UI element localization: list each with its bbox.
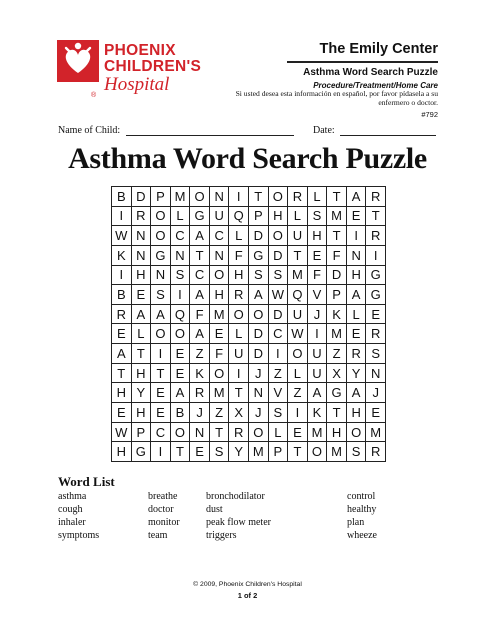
grid-cell[interactable]: L (132, 324, 152, 344)
grid-cell[interactable]: H (112, 383, 132, 403)
document-number: #792 (421, 110, 438, 119)
grid-cell[interactable]: O (229, 305, 249, 325)
word-list-item: symptoms (58, 530, 100, 541)
grid-cell[interactable]: K (112, 246, 132, 266)
grid-cell[interactable]: U (308, 344, 328, 364)
grid-cell[interactable]: G (190, 207, 210, 227)
grid-cell[interactable]: E (210, 324, 230, 344)
grid-cell[interactable]: N (210, 187, 230, 207)
grid-cell[interactable]: N (132, 226, 152, 246)
grid-cell[interactable]: G (366, 266, 386, 286)
grid-cell[interactable]: C (269, 324, 289, 344)
grid-cell[interactable]: C (151, 423, 171, 443)
grid-cell[interactable]: A (347, 383, 367, 403)
grid-cell[interactable]: H (347, 266, 367, 286)
grid-cell[interactable]: V (308, 285, 328, 305)
grid-cell[interactable]: R (366, 187, 386, 207)
grid-cell[interactable]: E (112, 403, 132, 423)
grid-cell[interactable]: D (132, 187, 152, 207)
grid-cell[interactable]: Z (288, 383, 308, 403)
grid-cell[interactable]: S (347, 442, 367, 462)
grid-cell[interactable]: X (229, 403, 249, 423)
grid-cell[interactable]: T (210, 423, 230, 443)
grid-cell[interactable]: W (112, 226, 132, 246)
date-field (313, 124, 436, 136)
word-list-item: inhaler (58, 517, 86, 528)
grid-cell[interactable]: U (288, 226, 308, 246)
grid-cell[interactable]: T (249, 187, 269, 207)
grid-cell[interactable]: T (151, 364, 171, 384)
header-divider (287, 61, 438, 63)
grid-cell[interactable]: D (249, 324, 269, 344)
word-list-item: monitor (148, 517, 180, 528)
grid-cell[interactable]: A (190, 226, 210, 246)
grid-cell[interactable]: O (151, 226, 171, 246)
grid-cell[interactable]: Y (347, 364, 367, 384)
grid-cell[interactable]: J (308, 305, 328, 325)
date-label: Date: (313, 125, 335, 136)
grid-cell[interactable]: E (347, 324, 367, 344)
grid-cell[interactable]: M (327, 324, 347, 344)
grid-cell[interactable]: R (112, 305, 132, 325)
grid-cell[interactable]: E (288, 423, 308, 443)
grid-cell[interactable]: E (190, 442, 210, 462)
grid-cell[interactable]: R (229, 423, 249, 443)
grid-cell[interactable]: E (171, 344, 191, 364)
grid-cell[interactable]: H (327, 423, 347, 443)
grid-cell[interactable]: I (112, 266, 132, 286)
grid-cell[interactable]: V (269, 383, 289, 403)
grid-cell[interactable]: O (210, 266, 230, 286)
grid-cell[interactable]: U (229, 344, 249, 364)
grid-cell[interactable]: E (151, 403, 171, 423)
footer-copyright: © 2009, Phoenix Children's Hospital (193, 581, 302, 588)
grid-cell[interactable]: B (112, 285, 132, 305)
grid-cell[interactable]: W (269, 285, 289, 305)
child-name-label: Name of Child: (58, 125, 121, 136)
grid-cell[interactable]: A (308, 383, 328, 403)
grid-cell[interactable]: U (308, 364, 328, 384)
grid-cell[interactable]: T (112, 364, 132, 384)
grid-cell[interactable]: B (171, 403, 191, 423)
grid-cell[interactable]: E (366, 305, 386, 325)
grid-cell[interactable]: M (249, 442, 269, 462)
logo-text-phoenix: PHOENIX (104, 42, 176, 59)
grid-cell[interactable]: I (308, 324, 328, 344)
grid-cell[interactable]: A (190, 324, 210, 344)
grid-cell[interactable]: M (366, 423, 386, 443)
grid-cell[interactable]: G (249, 246, 269, 266)
grid-cell[interactable]: O (151, 324, 171, 344)
grid-cell[interactable]: G (132, 442, 152, 462)
grid-cell[interactable]: P (269, 442, 289, 462)
grid-cell[interactable]: K (308, 403, 328, 423)
grid-cell[interactable]: A (112, 344, 132, 364)
grid-cell[interactable]: C (171, 226, 191, 246)
grid-cell[interactable]: E (347, 207, 367, 227)
grid-cell[interactable]: S (366, 344, 386, 364)
date-blank[interactable] (340, 124, 436, 136)
grid-cell[interactable]: D (249, 226, 269, 246)
word-list-item: plan (347, 517, 365, 528)
grid-cell[interactable]: R (347, 344, 367, 364)
grid-cell[interactable]: Q (229, 207, 249, 227)
grid-cell[interactable]: M (327, 207, 347, 227)
document-title: Asthma Word Search Puzzle (303, 67, 438, 78)
word-list-item: bronchodilator (206, 491, 265, 502)
registered-mark: ® (91, 92, 97, 99)
grid-cell[interactable]: F (210, 344, 230, 364)
grid-cell[interactable]: R (132, 207, 152, 227)
grid-cell[interactable]: G (327, 383, 347, 403)
grid-cell[interactable]: J (249, 403, 269, 423)
word-list-heading: Word List (58, 474, 115, 489)
grid-cell[interactable]: H (132, 266, 152, 286)
grid-cell[interactable]: Q (171, 305, 191, 325)
grid-cell[interactable]: M (308, 423, 328, 443)
grid-cell[interactable]: I (288, 403, 308, 423)
grid-cell[interactable]: D (269, 305, 289, 325)
grid-cell[interactable]: Z (190, 344, 210, 364)
grid-cell[interactable]: H (210, 285, 230, 305)
grid-cell[interactable]: A (249, 285, 269, 305)
grid-cell[interactable]: L (229, 226, 249, 246)
grid-cell[interactable]: A (151, 305, 171, 325)
grid-cell[interactable]: I (229, 187, 249, 207)
grid-cell[interactable]: L (288, 364, 308, 384)
grid-cell[interactable]: E (171, 364, 191, 384)
grid-cell[interactable]: A (171, 383, 191, 403)
grid-cell[interactable]: S (269, 266, 289, 286)
grid-cell[interactable]: M (171, 187, 191, 207)
grid-cell[interactable]: N (347, 246, 367, 266)
grid-cell[interactable]: O (151, 207, 171, 227)
grid-cell[interactable]: H (229, 266, 249, 286)
grid-cell[interactable]: E (151, 383, 171, 403)
grid-cell[interactable]: P (249, 207, 269, 227)
heart-child-logo-icon (57, 40, 99, 94)
grid-cell[interactable]: N (249, 383, 269, 403)
grid-cell[interactable]: I (229, 364, 249, 384)
grid-cell[interactable]: D (327, 266, 347, 286)
grid-cell[interactable]: A (190, 285, 210, 305)
grid-cell[interactable]: N (171, 246, 191, 266)
grid-cell[interactable]: G (151, 246, 171, 266)
grid-cell[interactable]: K (327, 305, 347, 325)
grid-cell[interactable]: E (132, 285, 152, 305)
grid-cell[interactable]: I (151, 344, 171, 364)
logo-text-childrens: CHILDREN'S (104, 58, 202, 75)
grid-cell[interactable]: L (229, 324, 249, 344)
puzzle-title: Asthma Word Search Puzzle (68, 142, 427, 175)
grid-cell[interactable]: Z (327, 344, 347, 364)
grid-cell[interactable]: R (366, 226, 386, 246)
grid-cell[interactable]: A (132, 305, 152, 325)
grid-cell[interactable]: H (308, 226, 328, 246)
grid-cell[interactable]: B (112, 187, 132, 207)
grid-cell[interactable]: H (132, 364, 152, 384)
grid-cell[interactable]: I (112, 207, 132, 227)
document-subtitle: Procedure/Treatment/Home Care (313, 81, 438, 90)
grid-cell[interactable]: H (347, 403, 367, 423)
grid-cell[interactable]: E (308, 246, 328, 266)
grid-cell[interactable]: N (190, 423, 210, 443)
child-name-blank[interactable] (126, 124, 294, 136)
word-search-grid (111, 186, 386, 462)
grid-cell[interactable]: T (366, 207, 386, 227)
word-list-item: wheeze (347, 530, 377, 541)
grid-cell[interactable]: G (366, 285, 386, 305)
grid-cell[interactable]: C (210, 226, 230, 246)
grid-cell[interactable]: K (190, 364, 210, 384)
grid-cell[interactable]: O (210, 364, 230, 384)
grid-cell[interactable]: F (327, 246, 347, 266)
word-list-item: team (148, 530, 168, 541)
grid-cell[interactable]: I (151, 442, 171, 462)
grid-cell[interactable]: J (249, 364, 269, 384)
grid-cell[interactable]: P (132, 423, 152, 443)
word-list-item: cough (58, 504, 83, 515)
grid-cell[interactable]: P (327, 285, 347, 305)
grid-cell[interactable]: D (269, 246, 289, 266)
grid-cell[interactable]: I (347, 226, 367, 246)
grid-cell[interactable]: H (112, 442, 132, 462)
grid-cell[interactable]: E (366, 403, 386, 423)
grid-cell[interactable]: F (308, 266, 328, 286)
grid-cell[interactable]: T (288, 246, 308, 266)
grid-cell[interactable]: O (171, 324, 191, 344)
grid-cell[interactable]: O (347, 423, 367, 443)
spanish-note: Si usted desea esta información en español, por favor pídasela a su enfermero o doctor. (235, 89, 438, 107)
grid-cell[interactable]: O (269, 187, 289, 207)
grid-cell[interactable]: O (249, 305, 269, 325)
grid-cell[interactable]: Z (269, 364, 289, 384)
grid-cell[interactable]: O (171, 423, 191, 443)
grid-cell[interactable]: S (151, 285, 171, 305)
grid-cell[interactable]: C (190, 266, 210, 286)
grid-cell[interactable]: R (190, 383, 210, 403)
word-list-item: peak flow meter (206, 517, 271, 528)
hospital-logo (57, 40, 202, 110)
word-list-item: breathe (148, 491, 178, 502)
grid-cell[interactable]: F (229, 246, 249, 266)
grid-cell[interactable]: L (269, 423, 289, 443)
grid-cell[interactable]: W (288, 324, 308, 344)
grid-cell[interactable]: T (327, 226, 347, 246)
center-name: The Emily Center (319, 41, 438, 57)
grid-cell[interactable]: Z (210, 403, 230, 423)
grid-cell[interactable]: N (132, 246, 152, 266)
grid-cell[interactable]: T (288, 442, 308, 462)
grid-cell[interactable]: R (288, 187, 308, 207)
grid-cell[interactable]: U (288, 305, 308, 325)
grid-cell[interactable]: J (190, 403, 210, 423)
grid-cell[interactable]: S (308, 207, 328, 227)
grid-cell[interactable]: I (171, 285, 191, 305)
grid-cell[interactable]: P (151, 187, 171, 207)
grid-cell[interactable]: M (210, 383, 230, 403)
grid-cell[interactable]: I (269, 344, 289, 364)
grid-cell[interactable]: R (229, 285, 249, 305)
grid-cell[interactable]: O (288, 344, 308, 364)
grid-cell[interactable]: H (269, 207, 289, 227)
grid-cell[interactable]: O (308, 442, 328, 462)
word-list-item: healthy (347, 504, 377, 515)
grid-cell[interactable]: Y (229, 442, 249, 462)
grid-cell[interactable]: T (327, 187, 347, 207)
child-name-field (58, 124, 294, 136)
grid-cell[interactable]: T (229, 383, 249, 403)
grid-cell[interactable]: D (249, 344, 269, 364)
grid-cell[interactable]: N (210, 246, 230, 266)
grid-cell[interactable]: S (269, 403, 289, 423)
grid-cell[interactable]: Y (132, 383, 152, 403)
grid-cell[interactable]: F (190, 305, 210, 325)
grid-cell[interactable]: X (327, 364, 347, 384)
logo-wordmark (104, 43, 201, 94)
grid-cell[interactable]: E (112, 324, 132, 344)
grid-cell[interactable]: N (151, 266, 171, 286)
grid-cell[interactable]: T (132, 344, 152, 364)
grid-cell[interactable]: M (210, 305, 230, 325)
grid-cell[interactable]: A (347, 187, 367, 207)
grid-cell[interactable]: A (347, 285, 367, 305)
grid-cell[interactable]: W (112, 423, 132, 443)
grid-cell[interactable]: T (190, 246, 210, 266)
word-list-item: triggers (206, 530, 237, 541)
grid-cell[interactable]: U (210, 207, 230, 227)
grid-cell[interactable]: R (366, 324, 386, 344)
grid-cell[interactable]: T (327, 403, 347, 423)
word-list-item: dust (206, 504, 223, 515)
grid-cell[interactable]: Q (288, 285, 308, 305)
word-list (58, 491, 438, 542)
grid-cell[interactable]: L (308, 187, 328, 207)
grid-cell[interactable]: O (190, 187, 210, 207)
footer-page-number: 1 of 2 (237, 591, 258, 600)
grid-cell[interactable]: I (366, 246, 386, 266)
grid-cell[interactable]: O (269, 226, 289, 246)
word-list-item: control (347, 491, 376, 502)
grid-cell[interactable]: L (288, 207, 308, 227)
grid-cell[interactable]: R (366, 442, 386, 462)
grid-cell[interactable]: N (366, 364, 386, 384)
grid-cell[interactable]: L (347, 305, 367, 325)
grid-cell[interactable]: O (249, 423, 269, 443)
grid-cell[interactable]: J (366, 383, 386, 403)
grid-cell[interactable]: H (132, 403, 152, 423)
grid-cell[interactable]: T (171, 442, 191, 462)
grid-cell[interactable]: S (171, 266, 191, 286)
grid-cell[interactable]: L (171, 207, 191, 227)
grid-cell[interactable]: M (288, 266, 308, 286)
word-list-item: doctor (148, 504, 174, 515)
logo-text-hospital: Hospital (104, 74, 170, 95)
grid-cell[interactable]: S (210, 442, 230, 462)
grid-cell[interactable]: M (327, 442, 347, 462)
word-list-item: asthma (58, 491, 87, 502)
grid-cell[interactable]: S (249, 266, 269, 286)
